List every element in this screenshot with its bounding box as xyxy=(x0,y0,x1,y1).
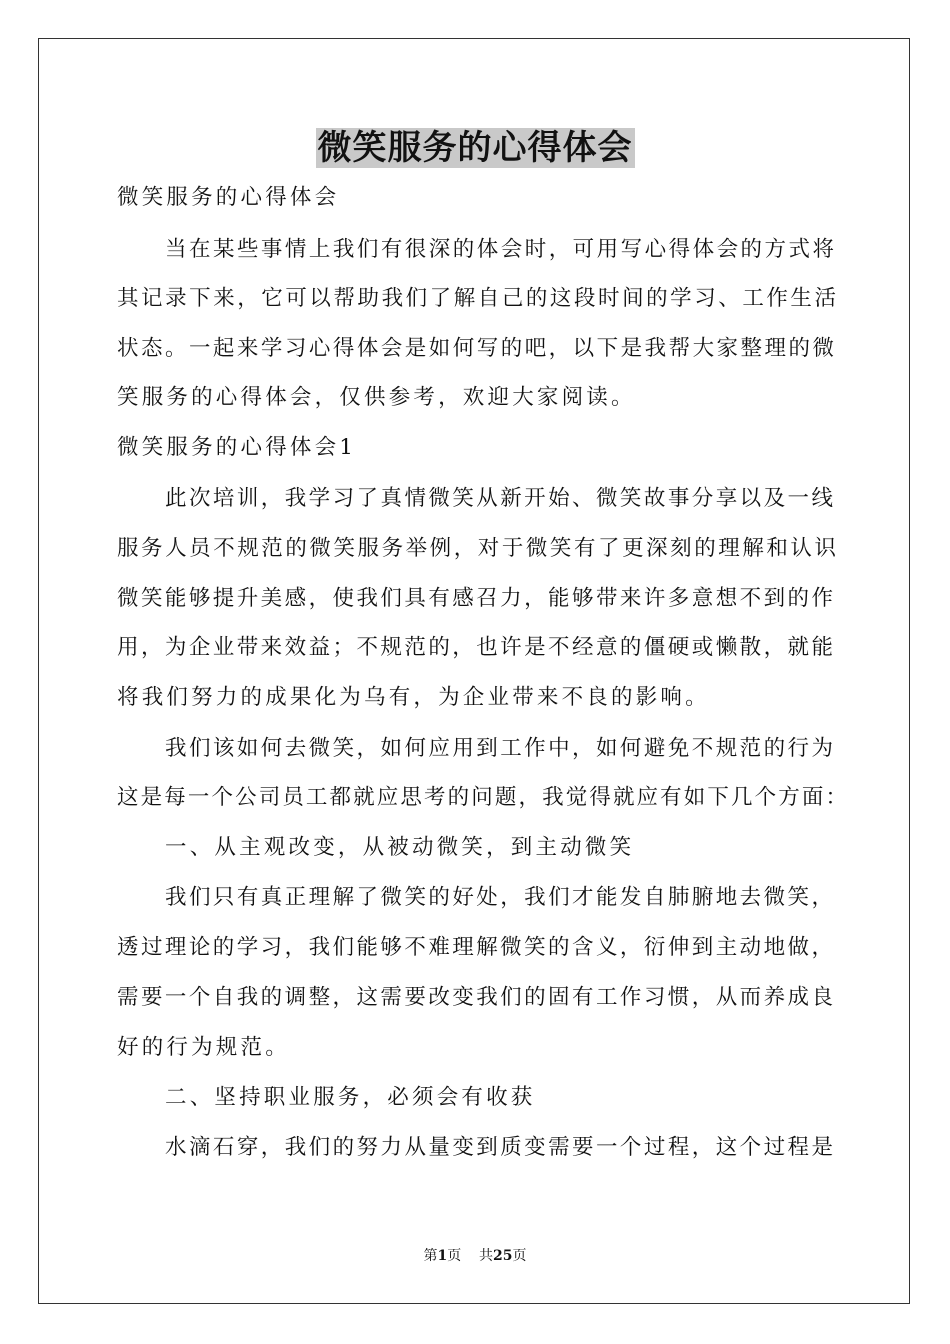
section-heading: 微笑服务的心得体会1 xyxy=(117,435,357,460)
paragraph-line: 水滴石穿，我们的努力从量变到质变需要一个过程，这个过程是 xyxy=(165,1135,833,1160)
paragraph-line: 笑服务的心得体会，仅供参考，欢迎大家阅读。 xyxy=(117,385,636,410)
paragraph-line: 此次培训，我学习了真情微笑从新开始、微笑故事分享以及一线 xyxy=(165,486,833,511)
paragraph-line: 当在某些事情上我们有很深的体会时，可用写心得体会的方式将 xyxy=(165,237,834,262)
total-pages: 25 xyxy=(493,1248,513,1264)
paragraph-line: 服务人员不规范的微笑服务举例，对于微笑有了更深刻的理解和认识 xyxy=(117,536,836,561)
paragraph-line: 这是每一个公司员工都就应思考的问题，我觉得就应有如下几个方面： xyxy=(117,785,847,810)
page-prefix: 第 xyxy=(423,1248,438,1264)
paragraph-line: 好的行为规范。 xyxy=(117,1035,290,1060)
paragraph-line: 用，为企业带来效益；不规范的，也许是不经意的僵硬或懒散，就能 xyxy=(117,635,833,660)
total-unit: 页 xyxy=(512,1248,527,1264)
paragraph-line: 我们该如何去微笑，如何应用到工作中，如何避免不规范的行为 xyxy=(165,736,833,761)
total-prefix: 共 xyxy=(479,1248,494,1264)
paragraph-line: 需要一个自我的调整，这需要改变我们的固有工作习惯，从而养成良 xyxy=(117,985,833,1010)
subtitle-line: 微笑服务的心得体会 xyxy=(117,185,340,210)
point-heading: 一、从主观改变，从被动微笑，到主动微笑 xyxy=(165,835,635,860)
paragraph-line: 我们只有真正理解了微笑的好处，我们才能发自肺腑地去微笑， xyxy=(165,885,833,910)
paragraph-line: 将我们努力的成果化为乌有，为企业带来不良的影响。 xyxy=(117,685,710,710)
document-title: 微笑服务的心得体会 xyxy=(317,128,633,168)
page-number: 1 xyxy=(437,1248,448,1264)
page-unit: 页 xyxy=(447,1248,462,1264)
paragraph-line: 透过理论的学习，我们能够不难理解微笑的含义，衍伸到主动地做， xyxy=(117,935,833,960)
paragraph-line: 其记录下来，它可以帮助我们了解自己的这段时间的学习、工作生活 xyxy=(117,286,836,311)
paragraph-line: 状态。一起来学习心得体会是如何写的吧，以下是我帮大家整理的微 xyxy=(117,336,834,361)
point-heading: 二、坚持职业服务，必须会有收获 xyxy=(165,1085,536,1110)
page-border xyxy=(38,38,910,1304)
paragraph-line: 微笑能够提升美感，使我们具有感召力，能够带来许多意想不到的作 xyxy=(117,586,833,611)
page-footer xyxy=(0,1246,950,1266)
